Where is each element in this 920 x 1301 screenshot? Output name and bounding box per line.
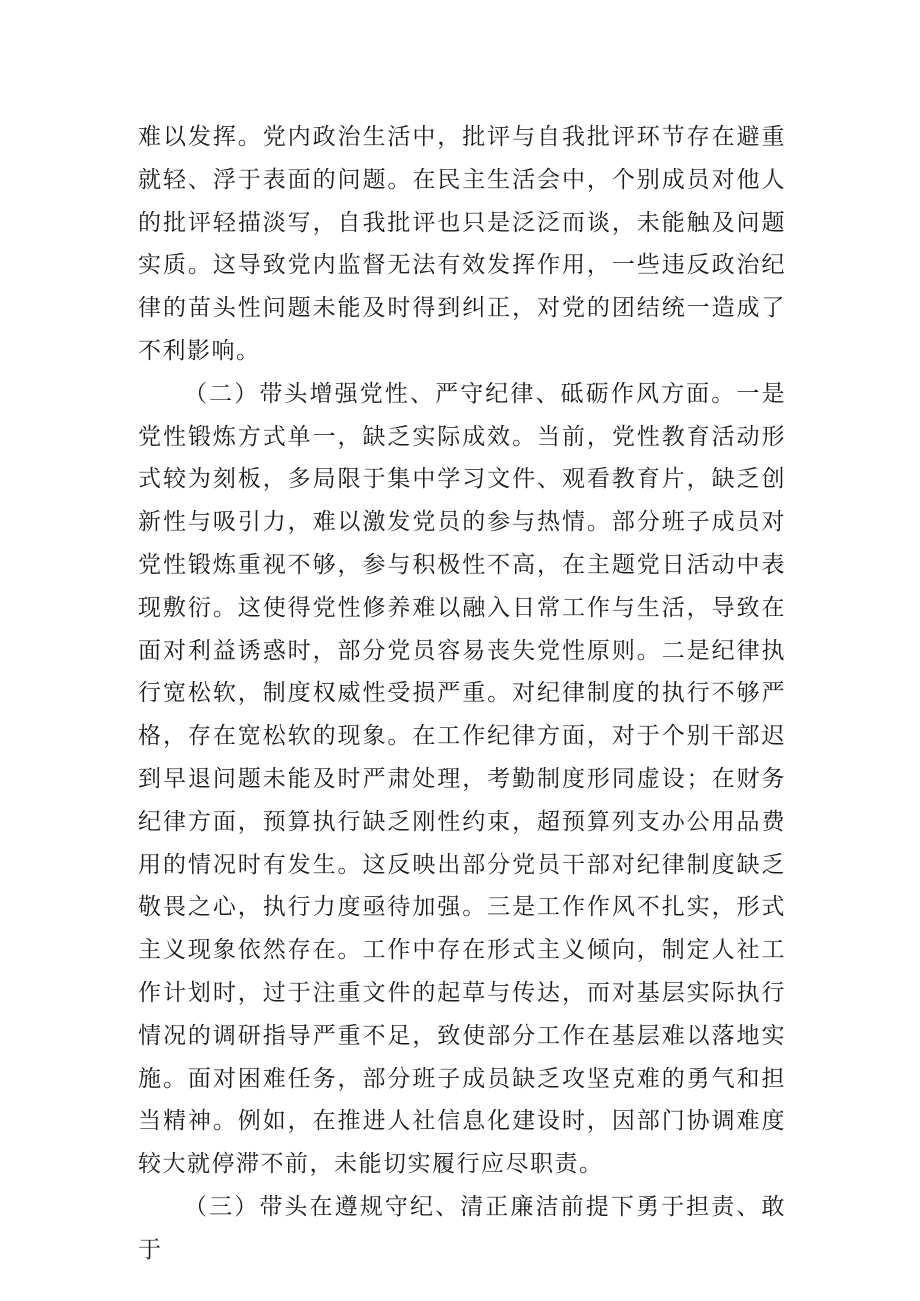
paragraph-continuation: 难以发挥。党内政治生活中，批评与自我批评环节存在避重就轻、浮于表面的问题。在民主生活会中，个别成员对他人的批评轻描淡写，自我批评也只是泛泛而谈，未能触及问题实质。这导致党内监督无法有效发挥作用，一些违反政治纪律的苗头性问题未能及时得到纠正，对党的团结统一造成了不利影响。	[138, 124, 786, 364]
paragraph-section-two: （二）带头增强党性、严守纪律、砥砺作风方面。一是党性锻炼方式单一，缺乏实际成效。当前，党性教育活动形式较为刻板，多局限于集中学习文件、观看教育片，缺乏创新性与吸引力，难以激发党员的参与热情。部分班子成员对党性锻炼重视不够，参与积极性不高，在主题党日活动中表现敷衍。这使得党性修养难以融入日常工作与生活，导致在面对利益诱惑时，部分党员容易丧失党性原则。二是纪律执行宽松软，制度权威性受损严重。对纪律制度的执行不够严格，存在宽松软的现象。在工作纪律方面，对于个别干部迟到早退问题未能及时严肃处理，考勤制度形同虚设；在财务纪律方面，预算执行缺乏刚性约束，超预算列支办公用品费用的情况时有发生。这反映出部分党员干部对纪律制度缺乏敬畏之心，执行力度亟待加强。三是工作作风不扎实，形式主义现象依然存在。工作中存在形式主义倾向，制定人社工作计划时，过于注重文件的起草与传达，而对基层实际执行情况的调研指导严重不足，致使部分工作在基层难以落地实施。面对困难任务，部分班子成员缺乏攻坚克难的勇气和担当精神。例如，在推进人社信息化建设时，因部门协调难度较大就停滞不前，未能切实履行应尽职责。	[138, 380, 786, 1178]
document-body	[138, 116, 786, 1272]
paragraph-section-three-heading: （三）带头在遵规守纪、清正廉洁前提下勇于担责、敢于	[138, 1193, 786, 1263]
